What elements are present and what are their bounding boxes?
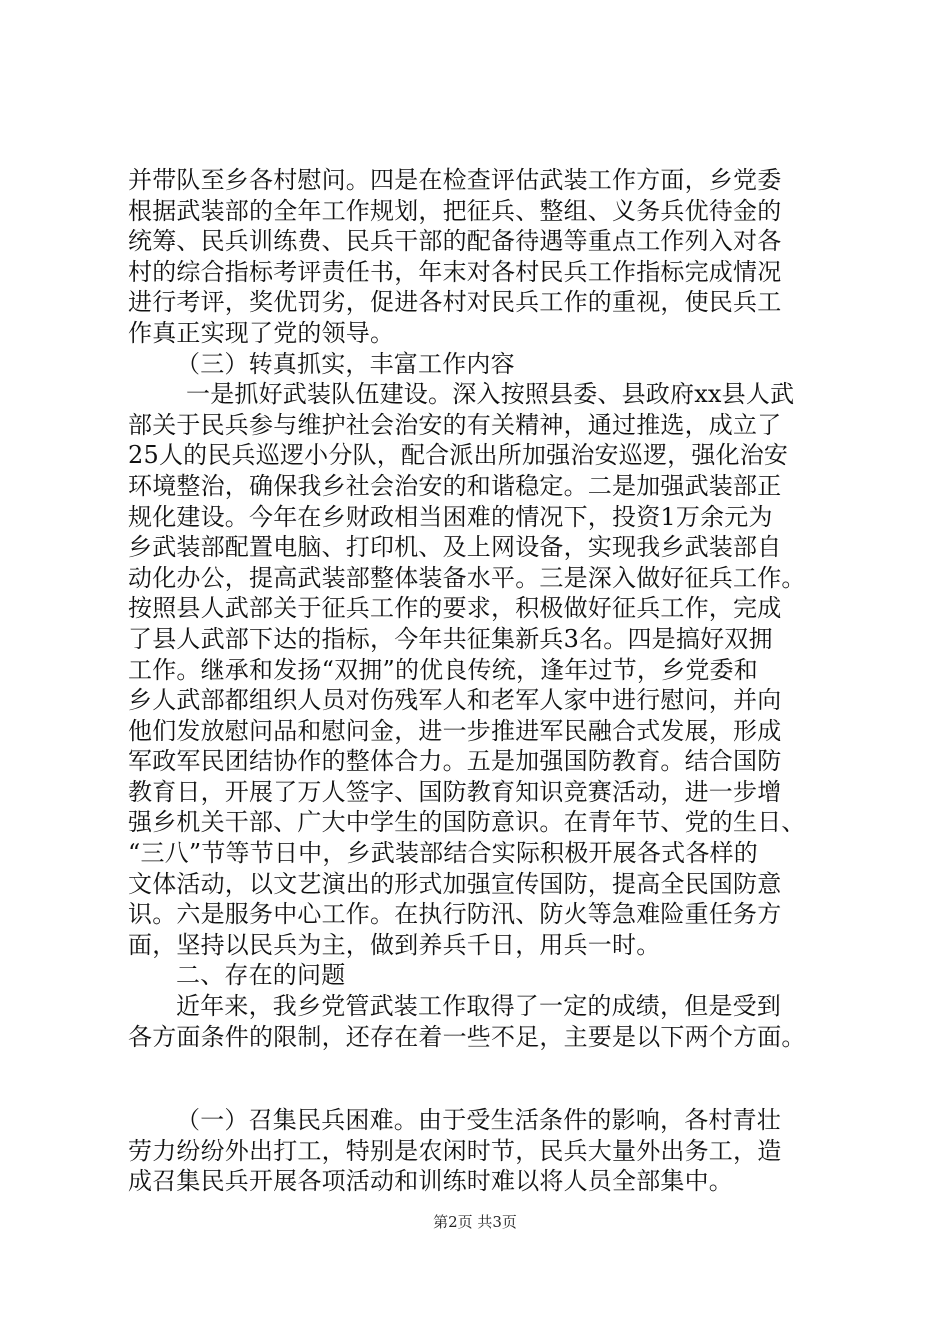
text-line: 教育日，开展了万人签字、国防教育知识竞赛活动，进一步增 [128,777,782,806]
text-line: 工作。继承和发扬“双拥”的优良传统，逢年过节，乡党委和 [128,655,758,684]
text-line: 并带队至乡各村慰问。四是在检查评估武装工作方面，乡党委 [128,166,782,194]
section-heading: 二、存在的问题 [176,961,346,990]
text-line: 劳力纷纷外出打工，特别是农闲时节，民兵大量外出务工，造 [128,1136,782,1165]
text-line: 各方面条件的限制，还存在着一些不足，主要是以下两个方面。 [128,1022,806,1051]
document-body [128,165,832,1197]
text-line: 乡武装部配置电脑、打印机、及上网设备，实现我乡武装部自 [128,533,782,562]
text-line: 近年来，我乡党管武装工作取得了一定的成绩，但是受到 [176,992,781,1021]
text-line: 村的综合指标考评责任书，年末对各村民兵工作指标完成情况 [128,257,782,286]
page-number-footer: 第2页 共3页 [433,1213,517,1231]
text-line: 了县人武部下达的指标，今年共征集新兵3名。四是搞好双拥 [128,624,773,653]
text-line: 规化建设。今年在乡财政相当困难的情况下，投资1万余元为 [128,502,773,531]
text-line: “三八”节等节日中，乡武装部结合实际积极开展各式各样的 [128,839,758,868]
text-line: 统筹、民兵训练费、民兵干部的配备待遇等重点工作列入对各 [128,227,782,256]
text-line: 军政军民团结协作的整体合力。五是加强国防教育。结合国防 [128,747,782,776]
text-line: （一）召集民兵困难。由于受生活条件的影响，各村青壮 [176,1106,781,1135]
text-line: 部关于民兵参与维护社会治安的有关精神，通过推选，成立了 [128,410,782,439]
text-line: 他们发放慰问品和慰问金，进一步推进军民融合式发展，形成 [128,716,782,745]
text-line: 环境整治，确保我乡社会治安的和谐稳定。二是加强武装部正 [128,471,782,500]
text-line: 25人的民兵巡逻小分队，配合派出所加强治安巡逻，强化治安 [128,441,789,470]
text-line: 识。六是服务中心工作。在执行防汛、防火等急难险重任务方 [128,900,782,929]
text-line: 作真正实现了党的领导。 [128,318,395,347]
text-line: 乡人武部都组织人员对伤残军人和老军人家中进行慰问，并向 [128,686,782,715]
text-line: 一是抓好武装队伍建设。深入按照县委、县政府xx县人武 [186,380,795,409]
text-line: 进行考评，奖优罚劣，促进各村对民兵工作的重视，使民兵工 [128,288,782,317]
text-line: 面，坚持以民兵为主，做到养兵千日，用兵一时。 [128,930,661,959]
text-line: 强乡机关干部、广大中学生的国防意识。在青年节、党的生日、 [128,808,806,837]
paragraph-gap [128,1052,832,1105]
text-line: 成召集民兵开展各项活动和训练时难以将人员全部集中。 [128,1167,733,1196]
text-line: 根据武装部的全年工作规划，把征兵、整组、义务兵优待金的 [128,196,782,225]
text-line: 动化办公，提高武装部整体装备水平。三是深入做好征兵工作。 [128,563,806,592]
text-line: 按照县人武部关于征兵工作的要求，积极做好征兵工作，完成 [128,594,782,623]
section-heading: （三）转真抓实，丰富工作内容 [176,349,515,378]
text-line: 文体活动，以文艺演出的形式加强宣传国防，提高全民国防意 [128,869,782,898]
